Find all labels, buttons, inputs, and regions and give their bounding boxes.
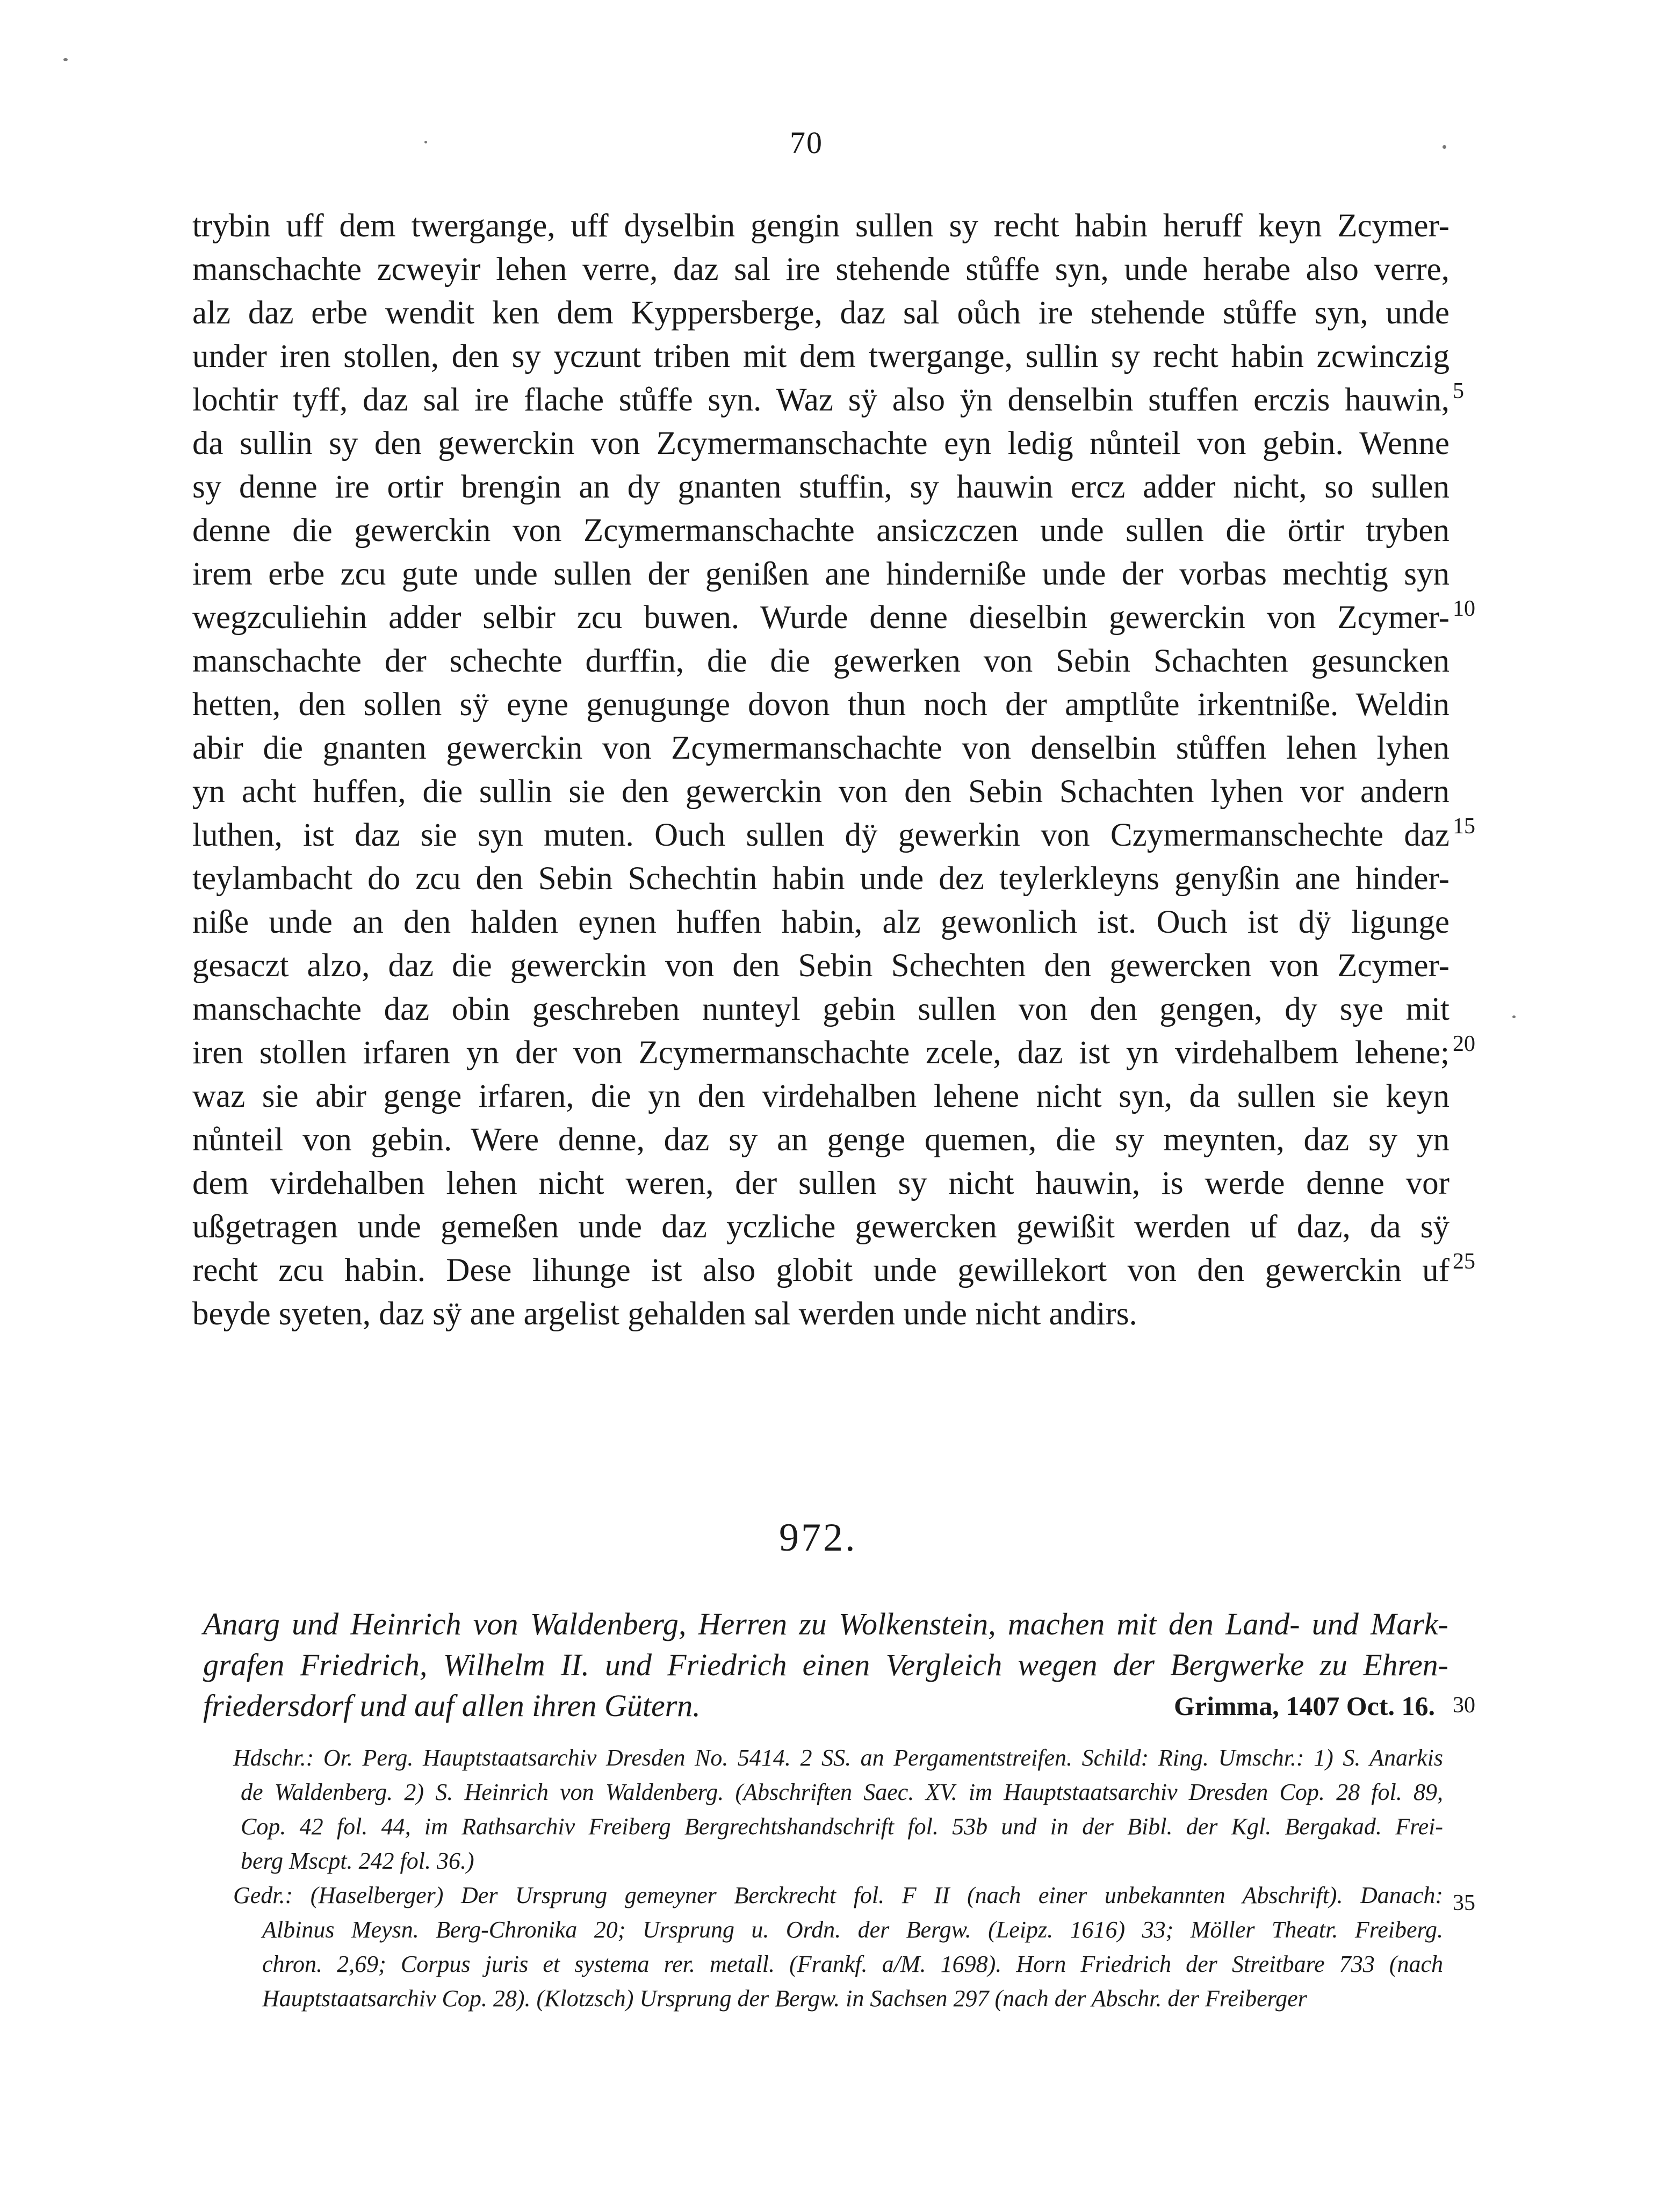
document-number: 972. [779, 1516, 857, 1560]
source-notes [233, 1741, 1443, 2016]
page-number: 70 [790, 125, 823, 160]
regest-line: Anarg und Heinrich von Waldenberg, Herren zu Wolkenstein, machen mit den Land- und Mark- [203, 1606, 1448, 1641]
document-body [192, 204, 1450, 1336]
body-line: ußgetragen unde gemeßen unde daz yczliche gewercken gewißit werden uf daz, da sÿ [192, 1209, 1450, 1245]
line-number-30: 30 [1453, 1693, 1475, 1718]
body-line: irem erbe zcu gute unde sullen der genißen ane hinderniße unde der vorbas mechtig syn [192, 556, 1450, 592]
body-line: manschachte daz obin geschreben nunteyl gebin sullen von den gengen, dy sye mit [192, 991, 1450, 1027]
body-line: luthen, ist daz sie syn muten. Ouch sullen dÿ gewerkin von Czymermanschechte daz [192, 817, 1450, 853]
body-line: yn acht huffen, die sullin sie den gewerckin von den Sebin Schachten lyhen vor andern [192, 774, 1450, 810]
body-line: iren stollen irfaren yn der von Zcymermanschachte zcele, daz ist yn virdehalbem lehene; [192, 1035, 1450, 1071]
body-line: da sullin sy den gewerckin von Zcymermanschachte eyn ledig nůnteil von gebin. Wenne [192, 426, 1450, 462]
notes-line: Cop. 42 fol. 44, im Rathsarchiv Freiberg Bergrechtshandschrift fol. 53b und in der Bibl. der Kgl. Bergakad. Frei- [241, 1813, 1443, 1840]
body-line: hetten, den sollen sÿ eyne genugunge dovon thun noch der amptlůte irkentniße. Weldin [192, 687, 1450, 723]
line-number-20: 20 [1453, 1032, 1475, 1056]
body-line: niße unde an den halden eynen huffen habin, alz gewonlich ist. Ouch ist dÿ ligunge [192, 904, 1450, 940]
notes-line: Gedr.: (Haselberger) Der Ursprung gemeyner Berckrecht fol. F II (nach einer unbekannten Abschrift). Danach: [233, 1882, 1443, 1908]
body-line: gesaczt alzo, daz die gewerckin von den Sebin Schechten den gewercken von Zcymer- [192, 948, 1450, 984]
body-line: alz daz erbe wendit ken dem Kyppersberge, daz sal oůch ire stehende stůffe syn, unde [192, 295, 1450, 331]
regest-line: grafen Friedrich, Wilhelm II. und Friedrich einen Vergleich wegen der Bergwerke zu Ehren- [203, 1647, 1448, 1682]
body-line: beyde syeten, daz sÿ ane argelist gehalden sal werden unde nicht andirs. [192, 1296, 1137, 1332]
dateline: Grimma, 1407 Oct. 16. [1174, 1691, 1436, 1721]
notes-line: Hdschr.: Or. Perg. Hauptstaatsarchiv Dresden No. 5414. 2 SS. an Pergamentstreifen. Schild: Ring. Umschr.: 1) S. Anarkis [233, 1745, 1443, 1771]
line-number-15: 15 [1453, 814, 1475, 839]
line-number-10: 10 [1453, 596, 1475, 621]
body-line: dem virdehalben lehen nicht weren, der sullen sy nicht hauwin, is werde denne vor [192, 1165, 1450, 1201]
body-line: waz sie abir genge irfaren, die yn den virdehalben lehene nicht syn, da sullen sie keyn [192, 1078, 1450, 1114]
body-line: lochtir tyff, daz sal ire flache stůffe syn. Waz sÿ also ÿn denselbin stuffen erczis hauwin, [192, 382, 1450, 418]
body-line: nůnteil von gebin. Were denne, daz sy an genge quemen, die sy meynten, daz sy yn [192, 1122, 1450, 1158]
body-line: recht zcu habin. Dese lihunge ist also globit unde gewillekort von den gewerckin uf [192, 1252, 1450, 1288]
body-line: manschachte der schechte durffin, die die gewerken von Sebin Schachten gesuncken [192, 643, 1450, 679]
notes-line: de Waldenberg. 2) S. Heinrich von Waldenberg. (Abschriften Saec. XV. im Hauptstaatsarchiv Dresden Cop. 28 fol. 89, [241, 1779, 1443, 1805]
body-line: manschachte zcweyir lehen verre, daz sal ire stehende stůffe syn, unde herabe also verre, [192, 251, 1450, 287]
line-number-25: 25 [1453, 1249, 1475, 1274]
body-line: abir die gnanten gewerckin von Zcymermanschachte von denselbin stůffen lehen lyhen [192, 730, 1450, 766]
body-line: teylambacht do zcu den Sebin Schechtin habin unde dez teylerkleyns genyßin ane hinder- [192, 861, 1450, 897]
line-number-5: 5 [1453, 379, 1464, 404]
body-line: wegzculiehin adder selbir zcu buwen. Wurde denne dieselbin gewerckin von Zcymer- [192, 600, 1450, 636]
notes-line: Albinus Meysn. Berg-Chronika 20; Ursprung u. Ordn. der Bergw. (Leipz. 1616) 33; Möller Theatr. Freiberg. [262, 1916, 1443, 1943]
body-line: under iren stollen, den sy yczunt triben mit dem twergange, sullin sy recht habin zcwinczig [192, 338, 1450, 374]
line-number-35: 35 [1453, 1891, 1475, 1915]
body-line: sy denne ire ortir brengin an dy gnanten stuffin, sy hauwin ercz adder nicht, so sullen [192, 469, 1450, 505]
notes-line: berg Mscpt. 242 fol. 36.) [241, 1848, 474, 1874]
regest-line: friedersdorf und auf allen ihren Gütern. [203, 1688, 701, 1723]
notes-line: Hauptstaatsarchiv Cop. 28). (Klotzsch) Ursprung der Bergw. in Sachsen 297 (nach der Abschr. der Freiberger [262, 1985, 1307, 2012]
notes-line: chron. 2,69; Corpus juris et systema rer. metall. (Frankf. a/M. 1698). Horn Friedrich der Streitbare 733 (nach [262, 1951, 1443, 1977]
body-line: denne die gewerckin von Zcymermanschachte ansiczczen unde sullen die örtir tryben [192, 513, 1450, 549]
body-line: trybin uff dem twergange, uff dyselbin gengin sullen sy recht habin heruff keyn Zcymer- [192, 208, 1450, 244]
